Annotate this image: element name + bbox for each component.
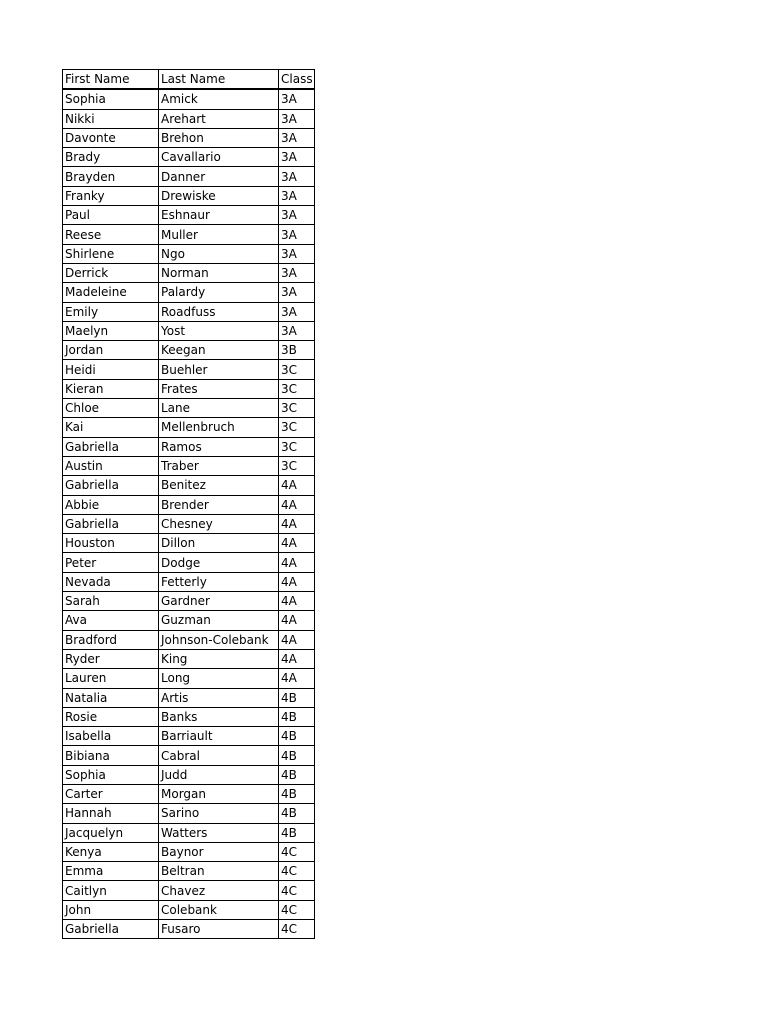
- class-cell: 4A: [279, 534, 315, 553]
- last-name-cell: Beltran: [159, 862, 279, 881]
- last-name-cell: Cavallario: [159, 148, 279, 167]
- table-row: [63, 89, 315, 109]
- table-row: [63, 649, 315, 668]
- class-cell: 3C: [279, 379, 315, 398]
- table-row: [63, 321, 315, 340]
- last-name-cell: Brehon: [159, 128, 279, 147]
- first-name-cell: Kenya: [63, 842, 159, 861]
- table-row: [63, 263, 315, 282]
- class-cell: 4B: [279, 784, 315, 803]
- last-name-cell: Benitez: [159, 476, 279, 495]
- last-name-cell: Barriault: [159, 727, 279, 746]
- first-name-cell: Shirlene: [63, 244, 159, 263]
- last-name-cell: Roadfuss: [159, 302, 279, 321]
- first-name-cell: Franky: [63, 186, 159, 205]
- first-name-cell: Gabriella: [63, 437, 159, 456]
- first-name-cell: Lauren: [63, 669, 159, 688]
- table-row: [63, 476, 315, 495]
- last-name-cell: Mellenbruch: [159, 418, 279, 437]
- class-cell: 4B: [279, 804, 315, 823]
- table-row: [63, 418, 315, 437]
- first-name-cell: Hannah: [63, 804, 159, 823]
- class-cell: 3A: [279, 148, 315, 167]
- first-name-cell: Bibiana: [63, 746, 159, 765]
- table-row: [63, 225, 315, 244]
- class-cell: 3A: [279, 128, 315, 147]
- last-name-cell: Ngo: [159, 244, 279, 263]
- class-cell: 3C: [279, 437, 315, 456]
- last-name-cell: Chavez: [159, 881, 279, 900]
- table-row: [63, 514, 315, 533]
- class-cell: 3A: [279, 89, 315, 109]
- last-name-cell: Morgan: [159, 784, 279, 803]
- table-row: [63, 572, 315, 591]
- class-cell: 3A: [279, 244, 315, 263]
- first-name-cell: John: [63, 900, 159, 919]
- column-header-first-name: First Name: [63, 70, 159, 90]
- table-row: [63, 862, 315, 881]
- table-row: [63, 842, 315, 861]
- class-cell: 4A: [279, 476, 315, 495]
- last-name-cell: Cabral: [159, 746, 279, 765]
- first-name-cell: Jordan: [63, 341, 159, 360]
- first-name-cell: Abbie: [63, 495, 159, 514]
- student-roster-sheet: [62, 69, 315, 939]
- table-row: [63, 534, 315, 553]
- last-name-cell: Dillon: [159, 534, 279, 553]
- class-cell: 3C: [279, 399, 315, 418]
- table-row: [63, 592, 315, 611]
- last-name-cell: Drewiske: [159, 186, 279, 205]
- table-row: [63, 399, 315, 418]
- first-name-cell: Ava: [63, 611, 159, 630]
- last-name-cell: Fetterly: [159, 572, 279, 591]
- last-name-cell: Brender: [159, 495, 279, 514]
- last-name-cell: Danner: [159, 167, 279, 186]
- class-cell: 3C: [279, 456, 315, 475]
- class-cell: 4A: [279, 514, 315, 533]
- last-name-cell: Johnson-Colebank: [159, 630, 279, 649]
- class-cell: 4A: [279, 572, 315, 591]
- last-name-cell: Baynor: [159, 842, 279, 861]
- column-header-last-name: Last Name: [159, 70, 279, 90]
- first-name-cell: Kai: [63, 418, 159, 437]
- class-cell: 3A: [279, 206, 315, 225]
- table-row: [63, 244, 315, 263]
- table-row: [63, 900, 315, 919]
- table-row: [63, 148, 315, 167]
- class-cell: 3A: [279, 283, 315, 302]
- table-row: [63, 727, 315, 746]
- table-row: [63, 206, 315, 225]
- table-row: [63, 302, 315, 321]
- first-name-cell: Carter: [63, 784, 159, 803]
- table-row: [63, 128, 315, 147]
- last-name-cell: Watters: [159, 823, 279, 842]
- table-row: [63, 630, 315, 649]
- class-cell: 3C: [279, 360, 315, 379]
- last-name-cell: Dodge: [159, 553, 279, 572]
- last-name-cell: Amick: [159, 89, 279, 109]
- class-cell: 3B: [279, 341, 315, 360]
- class-cell: 4A: [279, 669, 315, 688]
- first-name-cell: Brady: [63, 148, 159, 167]
- roster-body: [63, 89, 315, 939]
- class-cell: 4A: [279, 611, 315, 630]
- last-name-cell: Keegan: [159, 341, 279, 360]
- class-cell: 4C: [279, 881, 315, 900]
- table-row: [63, 611, 315, 630]
- first-name-cell: Ryder: [63, 649, 159, 668]
- student-roster-table: [62, 69, 315, 939]
- table-row: [63, 283, 315, 302]
- last-name-cell: Colebank: [159, 900, 279, 919]
- class-cell: 4B: [279, 746, 315, 765]
- table-row: [63, 456, 315, 475]
- last-name-cell: Arehart: [159, 109, 279, 128]
- table-row: [63, 669, 315, 688]
- last-name-cell: Frates: [159, 379, 279, 398]
- table-row: [63, 688, 315, 707]
- first-name-cell: Sarah: [63, 592, 159, 611]
- first-name-cell: Nevada: [63, 572, 159, 591]
- first-name-cell: Emma: [63, 862, 159, 881]
- table-row: [63, 765, 315, 784]
- last-name-cell: Norman: [159, 263, 279, 282]
- last-name-cell: Eshnaur: [159, 206, 279, 225]
- first-name-cell: Davonte: [63, 128, 159, 147]
- last-name-cell: Gardner: [159, 592, 279, 611]
- table-row: [63, 553, 315, 572]
- last-name-cell: Lane: [159, 399, 279, 418]
- first-name-cell: Kieran: [63, 379, 159, 398]
- class-cell: 4B: [279, 688, 315, 707]
- first-name-cell: Natalia: [63, 688, 159, 707]
- last-name-cell: King: [159, 649, 279, 668]
- first-name-cell: Austin: [63, 456, 159, 475]
- class-cell: 4A: [279, 592, 315, 611]
- first-name-cell: Jacquelyn: [63, 823, 159, 842]
- first-name-cell: Gabriella: [63, 514, 159, 533]
- class-cell: 4A: [279, 553, 315, 572]
- first-name-cell: Isabella: [63, 727, 159, 746]
- last-name-cell: Ramos: [159, 437, 279, 456]
- table-row: [63, 804, 315, 823]
- class-cell: 4A: [279, 630, 315, 649]
- last-name-cell: Sarino: [159, 804, 279, 823]
- class-cell: 4A: [279, 649, 315, 668]
- first-name-cell: Heidi: [63, 360, 159, 379]
- last-name-cell: Muller: [159, 225, 279, 244]
- first-name-cell: Peter: [63, 553, 159, 572]
- class-cell: 3A: [279, 302, 315, 321]
- class-cell: 3C: [279, 418, 315, 437]
- first-name-cell: Caitlyn: [63, 881, 159, 900]
- first-name-cell: Nikki: [63, 109, 159, 128]
- first-name-cell: Gabriella: [63, 920, 159, 939]
- class-cell: 4B: [279, 823, 315, 842]
- last-name-cell: Traber: [159, 456, 279, 475]
- first-name-cell: Paul: [63, 206, 159, 225]
- first-name-cell: Sophia: [63, 765, 159, 784]
- header-row: [63, 70, 315, 90]
- first-name-cell: Derrick: [63, 263, 159, 282]
- last-name-cell: Palardy: [159, 283, 279, 302]
- class-cell: 3A: [279, 109, 315, 128]
- last-name-cell: Long: [159, 669, 279, 688]
- last-name-cell: Yost: [159, 321, 279, 340]
- last-name-cell: Fusaro: [159, 920, 279, 939]
- last-name-cell: Judd: [159, 765, 279, 784]
- first-name-cell: Houston: [63, 534, 159, 553]
- table-row: [63, 495, 315, 514]
- first-name-cell: Gabriella: [63, 476, 159, 495]
- class-cell: 4B: [279, 727, 315, 746]
- table-row: [63, 823, 315, 842]
- table-row: [63, 341, 315, 360]
- table-row: [63, 109, 315, 128]
- class-cell: 4A: [279, 495, 315, 514]
- first-name-cell: Madeleine: [63, 283, 159, 302]
- class-cell: 4C: [279, 862, 315, 881]
- first-name-cell: Maelyn: [63, 321, 159, 340]
- first-name-cell: Sophia: [63, 89, 159, 109]
- first-name-cell: Chloe: [63, 399, 159, 418]
- table-row: [63, 920, 315, 939]
- class-cell: 4C: [279, 920, 315, 939]
- last-name-cell: Banks: [159, 707, 279, 726]
- table-row: [63, 707, 315, 726]
- table-row: [63, 360, 315, 379]
- class-cell: 4C: [279, 842, 315, 861]
- table-row: [63, 784, 315, 803]
- first-name-cell: Rosie: [63, 707, 159, 726]
- class-cell: 3A: [279, 225, 315, 244]
- table-row: [63, 437, 315, 456]
- table-row: [63, 186, 315, 205]
- table-row: [63, 881, 315, 900]
- class-cell: 3A: [279, 263, 315, 282]
- first-name-cell: Reese: [63, 225, 159, 244]
- first-name-cell: Bradford: [63, 630, 159, 649]
- class-cell: 3A: [279, 167, 315, 186]
- last-name-cell: Chesney: [159, 514, 279, 533]
- last-name-cell: Buehler: [159, 360, 279, 379]
- table-row: [63, 167, 315, 186]
- table-row: [63, 746, 315, 765]
- class-cell: 4C: [279, 900, 315, 919]
- last-name-cell: Guzman: [159, 611, 279, 630]
- class-cell: 4B: [279, 707, 315, 726]
- class-cell: 3A: [279, 186, 315, 205]
- class-cell: 3A: [279, 321, 315, 340]
- first-name-cell: Brayden: [63, 167, 159, 186]
- column-header-class: Class: [279, 70, 315, 90]
- table-row: [63, 379, 315, 398]
- last-name-cell: Artis: [159, 688, 279, 707]
- first-name-cell: Emily: [63, 302, 159, 321]
- class-cell: 4B: [279, 765, 315, 784]
